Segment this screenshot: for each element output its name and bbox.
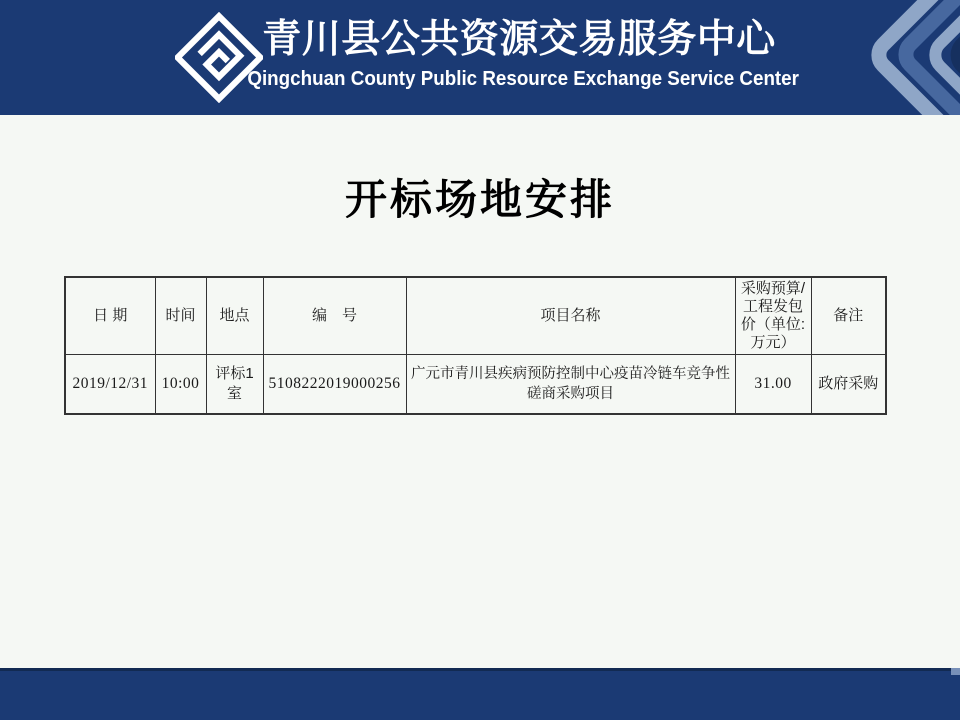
cell-date: 2019/12/31 [65, 355, 155, 414]
table-header-row [65, 277, 886, 355]
col-header-project: 项目名称 [406, 277, 735, 355]
col-header-budget: 采购预算/工程发包价（单位:万元） [735, 277, 811, 355]
col-header-code: 编 号 [263, 277, 406, 355]
footer-accent-decor [951, 668, 960, 675]
org-name-en: Qingchuan County Public Resource Exchange Service Center [247, 68, 799, 90]
bid-opening-schedule-table [64, 276, 887, 415]
col-header-location: 地点 [206, 277, 263, 355]
cell-remark: 政府采购 [811, 355, 886, 414]
cell-budget: 31.00 [735, 355, 811, 414]
col-header-remark: 备注 [811, 277, 886, 355]
col-header-date: 日 期 [65, 277, 155, 355]
page-title: 开标场地安排 [344, 175, 615, 224]
table-row [65, 355, 886, 414]
col-header-time: 时间 [155, 277, 206, 355]
header-banner [0, 0, 960, 115]
org-name-zh: 青川县公共资源交易服务中心 [262, 18, 776, 61]
header-text-block [230, 16, 808, 91]
footer-band [0, 668, 960, 720]
cell-code: 5108222019000256 [263, 355, 406, 414]
cell-location: 评标1室 [206, 355, 263, 414]
cell-time: 10:00 [155, 355, 206, 414]
cell-project-name: 广元市青川县疾病预防控制中心疫苗冷链车竞争性磋商采购项目 [406, 355, 735, 414]
